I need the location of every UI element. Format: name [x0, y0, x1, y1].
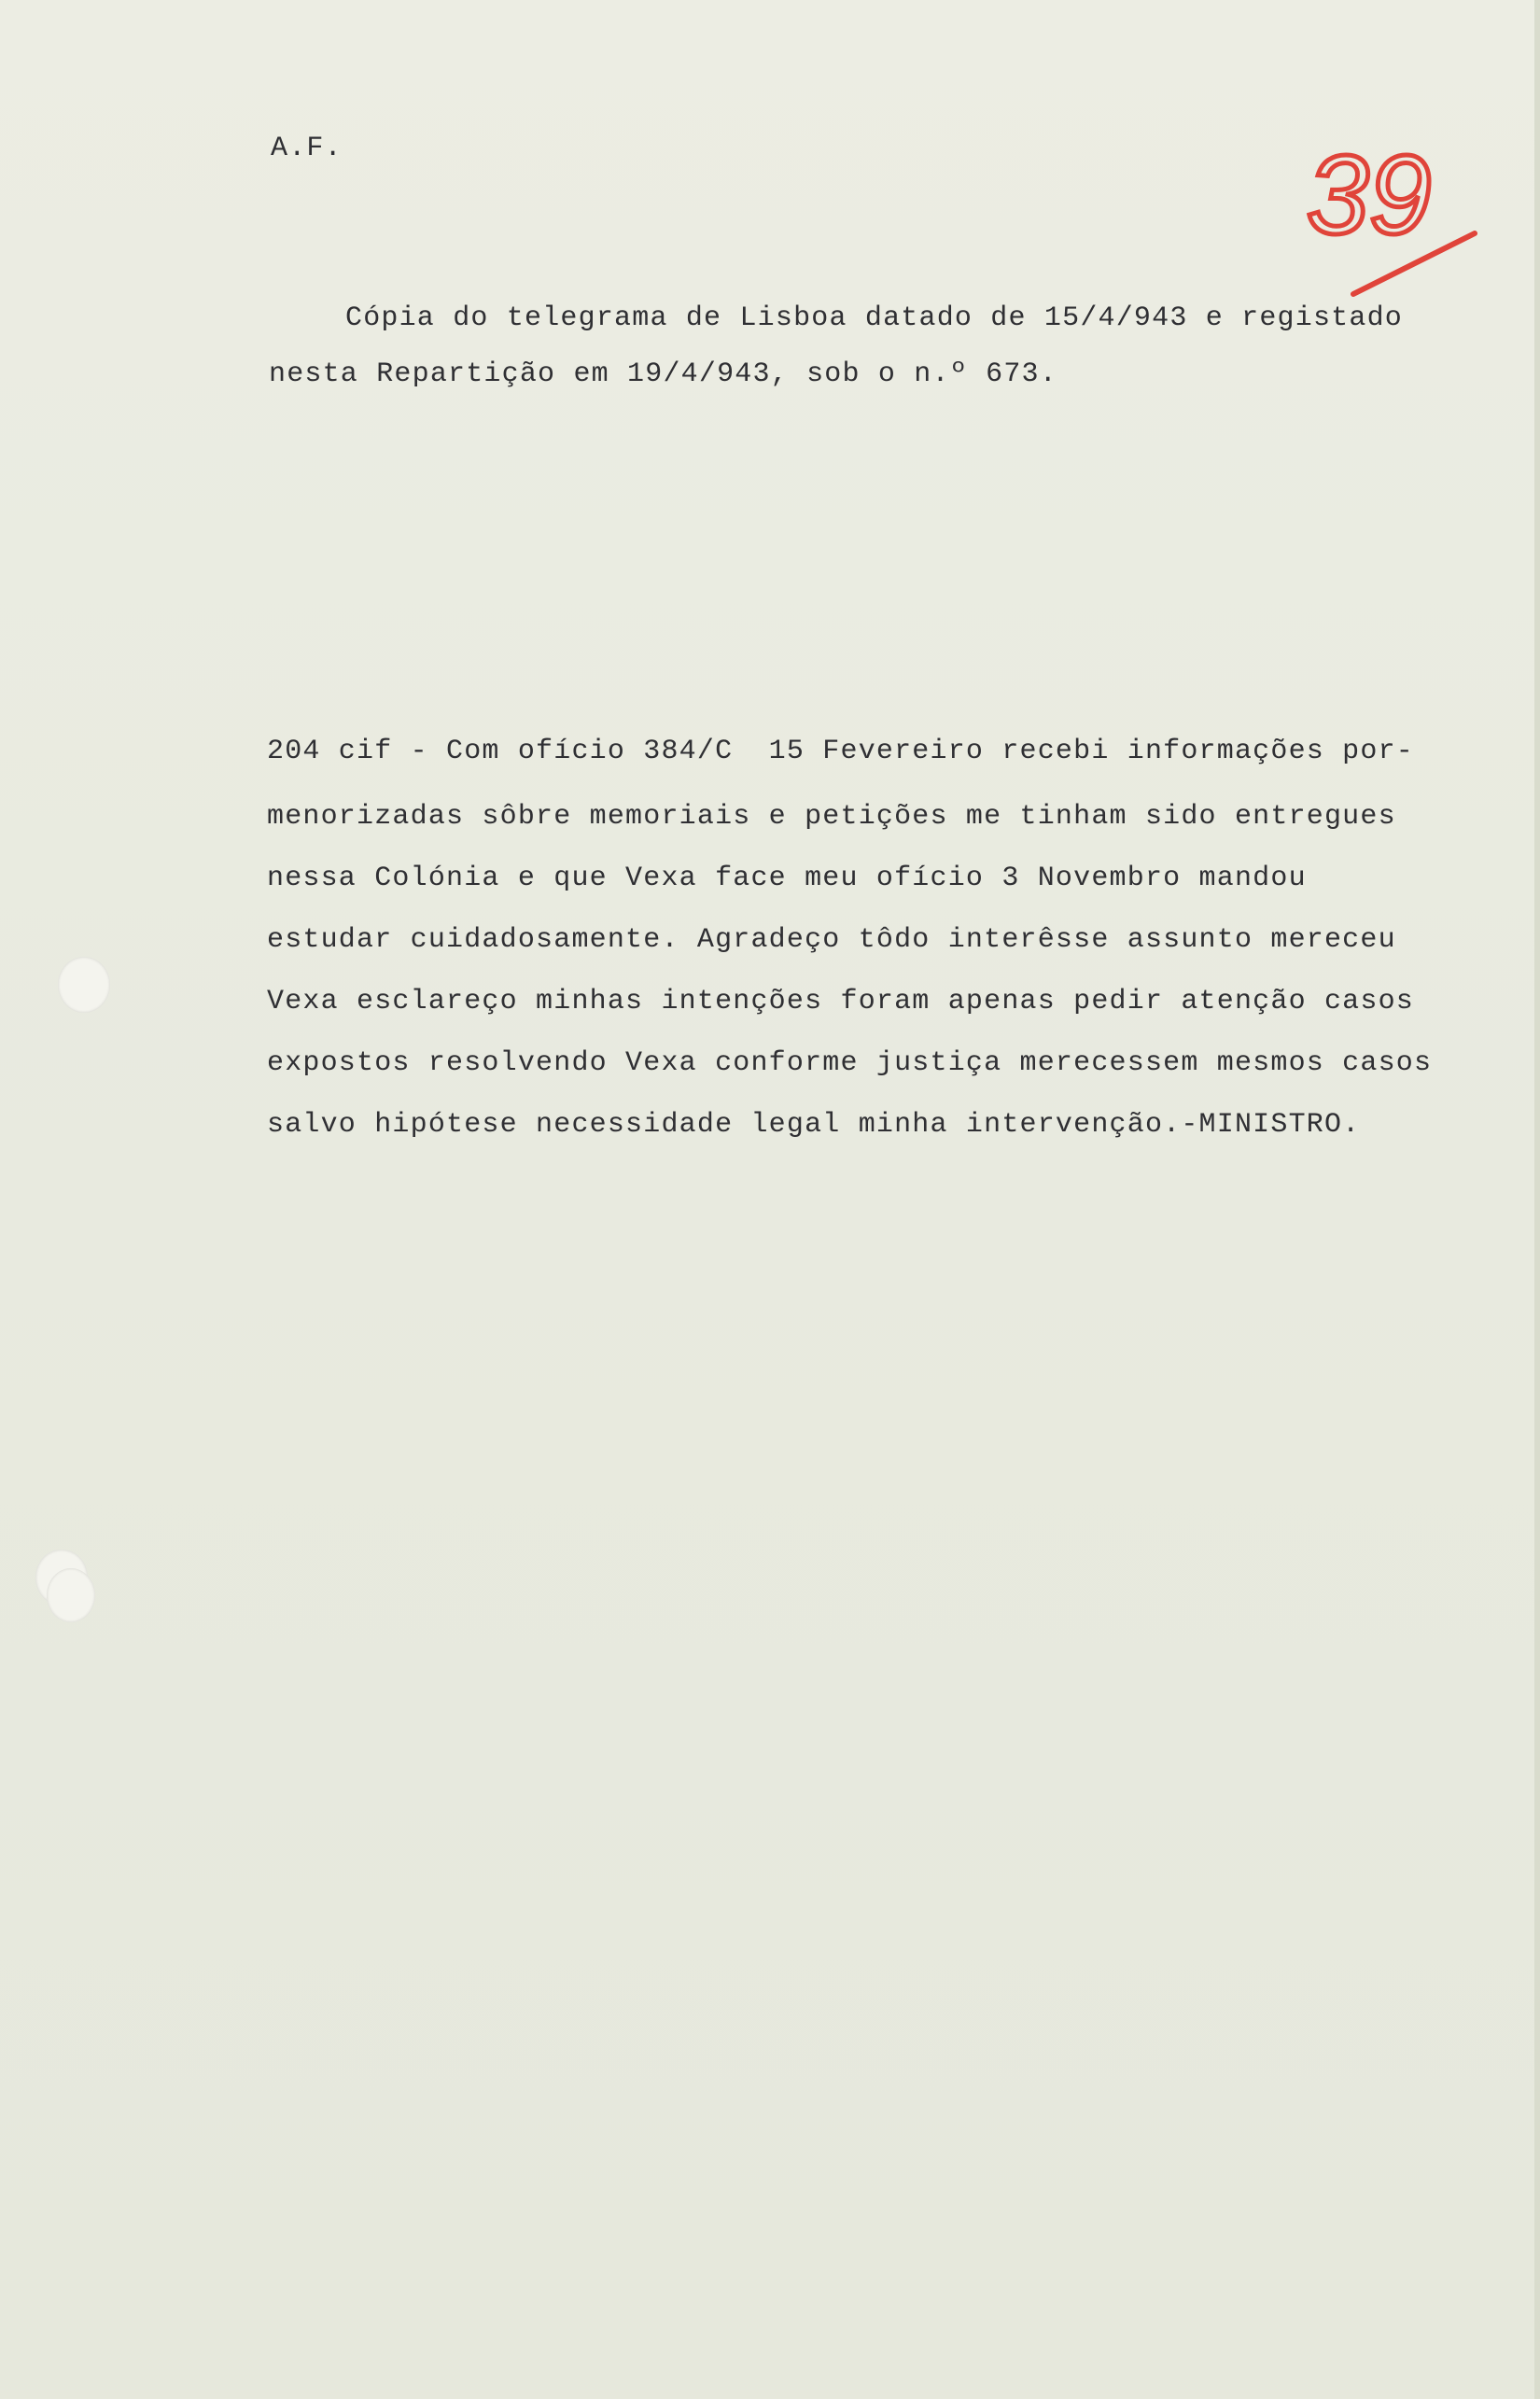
body-line-4: estudar cuidadosamente. Agradeço tôdo interêsse assunto mereceu [267, 924, 1396, 956]
body-line-7: salvo hipótese necessidade legal minha intervenção.-MINISTRO. [267, 1109, 1361, 1141]
body-line-2: menorizadas sôbre memoriais e petições me tinham sido entregues [267, 801, 1396, 833]
body-line-6: expostos resolvendo Vexa conforme justiça merecessem mesmos casos [267, 1047, 1433, 1079]
intro-line-1: Cópia do telegrama de Lisboa datado de 15/4/943 e registado [345, 302, 1403, 334]
punch-hole-upper [58, 957, 110, 1013]
body-line-5: Vexa esclareço minhas intenções foram apenas pedir atenção casos [267, 986, 1414, 1017]
folio-number-annotation [1297, 121, 1493, 308]
intro-line-2: nesta Repartição em 19/4/943, sob o n.º 673. [269, 358, 1057, 390]
folio-number: 39 [1307, 133, 1432, 258]
body-line-1: 204 cif - Com ofício 384/C 15 Fevereiro recebi informações por- [267, 736, 1414, 767]
page-edge [1534, 0, 1540, 2399]
header-initials: A.F. [271, 133, 343, 164]
body-line-3: nessa Colónia e que Vexa face meu ofício 3 Novembro mandou [267, 863, 1307, 894]
punch-hole-lower-overlap [47, 1568, 95, 1622]
